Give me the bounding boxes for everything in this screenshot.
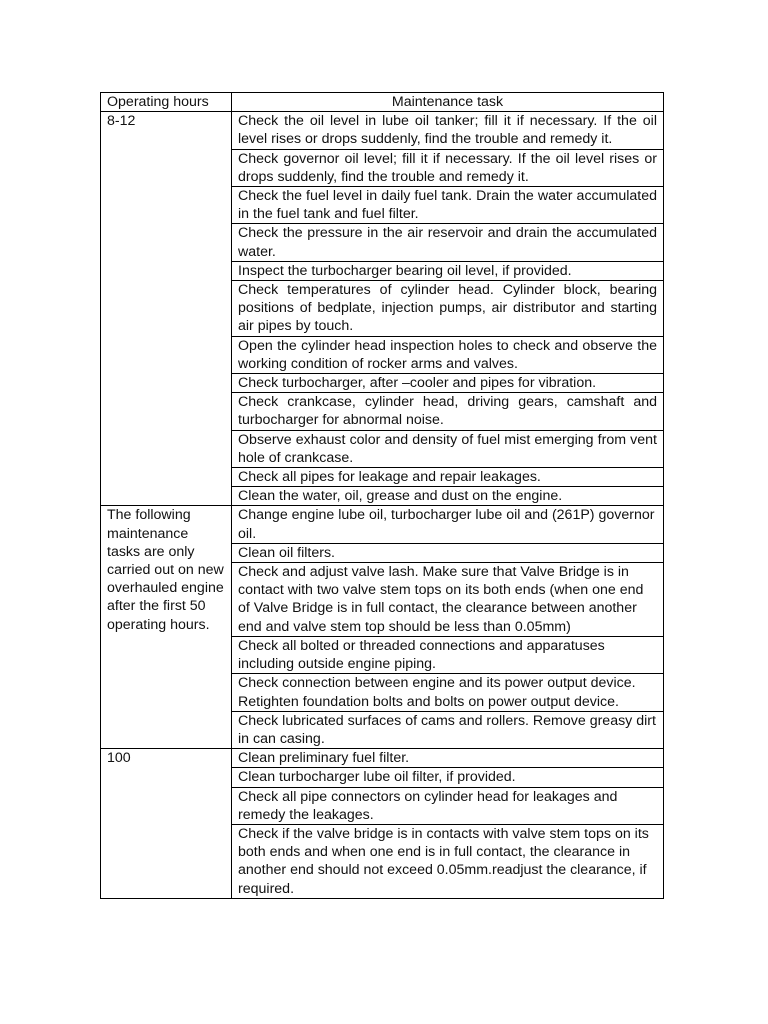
maintenance-task-cell: Check turbocharger, after –cooler and pipes for vibration. [232, 374, 664, 393]
table-row [101, 506, 664, 543]
maintenance-task-cell: Inspect the turbocharger bearing oil level, if provided. [232, 261, 664, 280]
maintenance-table [100, 92, 664, 899]
maintenance-task-cell: Check the pressure in the air reservoir and drain the accumulated water. [232, 224, 664, 261]
maintenance-task-cell: Observe exhaust color and density of fuel mist emerging from vent hole of crankcase. [232, 430, 664, 467]
operating-hours-header: Operating hours [101, 93, 232, 112]
operating-hours-cell: The following maintenance tasks are only carried out on new overhauled engine after the first 50 operating hours. [101, 506, 232, 749]
maintenance-task-cell: Clean turbocharger lube oil filter, if provided. [232, 768, 664, 787]
table-row [101, 749, 664, 768]
maintenance-task-cell: Check governor oil level; fill it if necessary. If the oil level rises or drops suddenly, find the trouble and remedy it. [232, 149, 664, 186]
table-row [101, 112, 664, 149]
maintenance-task-cell: Check connection between engine and its power output device. Retighten foundation bolts and bolts on power output device. [232, 674, 664, 711]
maintenance-task-cell: Check all bolted or threaded connections and apparatuses including outside engine piping. [232, 636, 664, 673]
header-row [101, 93, 664, 112]
maintenance-task-cell: Clean oil filters. [232, 543, 664, 562]
maintenance-task-header: Maintenance task [232, 93, 664, 112]
maintenance-task-cell: Check lubricated surfaces of cams and rollers. Remove greasy dirt in can casing. [232, 711, 664, 748]
maintenance-task-cell: Clean the water, oil, grease and dust on the engine. [232, 487, 664, 506]
maintenance-task-cell: Open the cylinder head inspection holes to check and observe the working condition of rocker arms and valves. [232, 336, 664, 373]
maintenance-task-cell: Check if the valve bridge is in contacts with valve stem tops on its both ends and when one end is in full contact, the clearance in another end should not exceed 0.05mm.readjust the clearance, if required. [232, 824, 664, 898]
maintenance-task-cell: Check the fuel level in daily fuel tank. Drain the water accumulated in the fuel tank and fuel filter. [232, 187, 664, 224]
maintenance-task-cell: Check crankcase, cylinder head, driving gears, camshaft and turbocharger for abnormal noise. [232, 393, 664, 430]
operating-hours-cell: 8-12 [101, 112, 232, 506]
maintenance-task-cell: Check the oil level in lube oil tanker; fill it if necessary. If the oil level rises or drops suddenly, find the trouble and remedy it. [232, 112, 664, 149]
maintenance-task-cell: Check all pipe connectors on cylinder head for leakages and remedy the leakages. [232, 787, 664, 824]
operating-hours-cell: 100 [101, 749, 232, 899]
maintenance-task-cell: Clean preliminary fuel filter. [232, 749, 664, 768]
maintenance-task-cell: Check and adjust valve lash. Make sure that Valve Bridge is in contact with two valve stem tops on its both ends (when one end of Valve Bridge is in full contact, the clearance between another end and valve stem top should be less than 0.05mm) [232, 563, 664, 637]
maintenance-task-cell: Check temperatures of cylinder head. Cylinder block, bearing positions of bedplate, injection pumps, air distributor and starting air pipes by touch. [232, 281, 664, 337]
maintenance-task-cell: Check all pipes for leakage and repair leakages. [232, 468, 664, 487]
maintenance-task-cell: Change engine lube oil, turbocharger lube oil and (261P) governor oil. [232, 506, 664, 543]
